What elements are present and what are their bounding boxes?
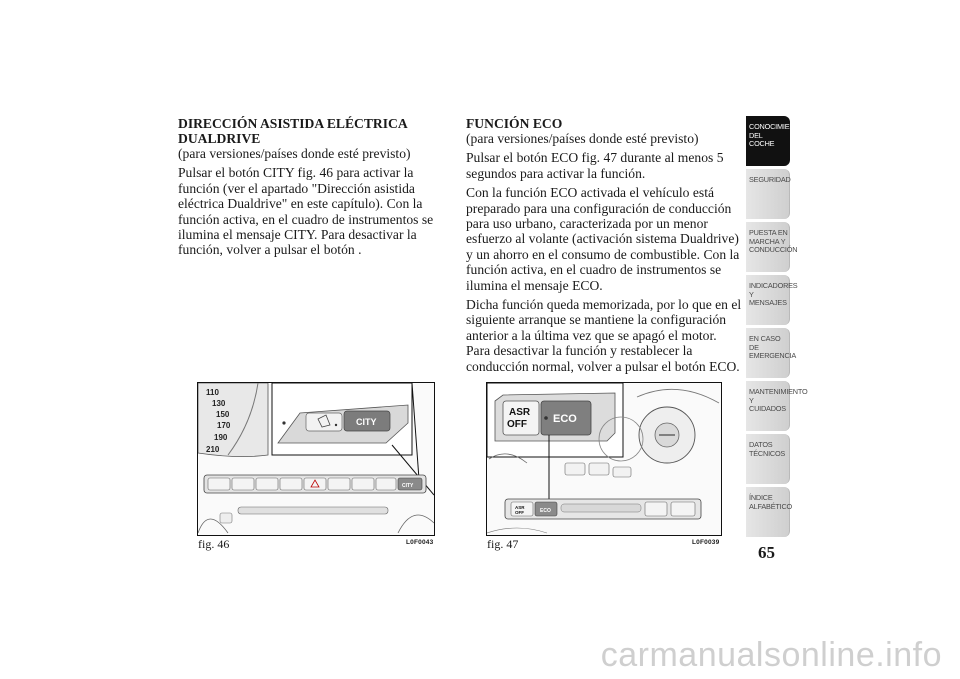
nav-tab-indice[interactable]: [746, 487, 793, 537]
speed-label: 130: [212, 399, 226, 408]
fig46-illustration: [198, 383, 434, 535]
nav-tab-label: MANTENIMIENTO Y CUIDADOS: [749, 387, 808, 414]
section-subtitle: (para versiones/países donde esté previsto): [178, 146, 411, 161]
nav-tab-label: PUESTA EN MARCHA Y CONDUCCIÓN: [749, 228, 798, 255]
off-label: OFF: [507, 419, 527, 430]
nav-tab-label: DATOS TÉCNICOS: [749, 440, 786, 458]
paragraph: Con la función ECO activada el vehículo está preparado para una configuración de conducción para uso urbano, caracterizada por un menor esfuerzo al volante (activación sistema Dualdrive) y un ahorro en el consumo de combustible. Con la función activa, en el cuadro de instrumentos se ilumina el mensaje ECO.: [466, 185, 740, 293]
page-number: 65: [758, 543, 775, 562]
chapter-side-nav: [746, 116, 808, 540]
section-subtitle: (para versiones/países donde esté previsto): [466, 131, 699, 146]
nav-tab-label: EN CASO DE EMERGENCIA: [749, 334, 797, 361]
section-title-eco: FUNCIÓN ECO: [466, 116, 563, 131]
figure-47-eco-button: [486, 382, 722, 536]
left-text-column: [178, 116, 440, 262]
paragraph: Dicha función queda memorizada, por lo que en el siguiente arranque se mantiene la configuración anterior a la última vez que se apagó el motor. Para desactivar la función y restablecer la conducción normal, volver a pulsar el botón ECO.: [466, 297, 742, 374]
paragraph: Pulsar el botón ECO fig. 47 durante al menos 5 segundos para activar la función.: [466, 150, 724, 181]
nav-tab-label: INDICADORES Y MENSAJES: [749, 281, 798, 308]
watermark: carmanualsonline.info: [600, 636, 942, 674]
city-label: CITY: [356, 417, 377, 427]
nav-tab-label: ÍNDICE ALFABÉTICO: [749, 493, 793, 511]
figure-code: L0F0039: [692, 539, 720, 546]
nav-tab-seguridad[interactable]: [746, 169, 790, 219]
nav-tab-indicadores[interactable]: [746, 275, 798, 325]
off-label-small: OFF: [515, 510, 524, 515]
speed-label: 110: [206, 388, 219, 397]
eco-label-small: ECO: [540, 508, 551, 514]
asr-label-small: ASR: [515, 505, 525, 510]
figure-46-dashboard-city-button: [197, 382, 435, 536]
title-line2: DUALDRIVE: [178, 131, 261, 146]
speed-label: 170: [217, 421, 231, 430]
figure-caption: fig. 46: [198, 537, 230, 551]
nav-tab-mantenimiento[interactable]: [746, 381, 808, 431]
speed-label: 190: [214, 433, 228, 442]
right-text-column: [466, 116, 742, 378]
section-title-dualdrive: [178, 116, 440, 146]
nav-tab-puesta-en-marcha[interactable]: [746, 222, 798, 272]
figure-code: L0F0043: [406, 539, 434, 546]
figure-caption: fig. 47: [487, 537, 519, 551]
nav-tab-emergencia[interactable]: [746, 328, 797, 378]
nav-tab-label: CONOCIMIENTO DEL COCHE: [749, 122, 805, 149]
asr-label: ASR: [509, 407, 531, 418]
eco-label: ECO: [553, 413, 577, 425]
nav-tab-label: SEGURIDAD: [749, 175, 791, 184]
fig47-illustration: [487, 383, 721, 535]
paragraph: Pulsar el botón CITY fig. 46 para activar la función (ver el apartado "Dirección asistida eléctrica Dualdrive" en este capítulo). Con la función activa, en el cuadro de instrumentos se ilumina el mensaje CITY. Para desactivar la función, volver a pulsar el botón .: [178, 165, 434, 258]
city-label-small: CITY: [402, 483, 414, 489]
title-line1: DIRECCIÓN ASISTIDA ELÉCTRICA: [178, 116, 408, 131]
nav-tab-conocimiento[interactable]: [746, 116, 805, 166]
speed-label: 210: [206, 445, 220, 454]
nav-tab-datos-tecnicos[interactable]: [746, 434, 790, 484]
speed-label: 150: [216, 410, 230, 419]
